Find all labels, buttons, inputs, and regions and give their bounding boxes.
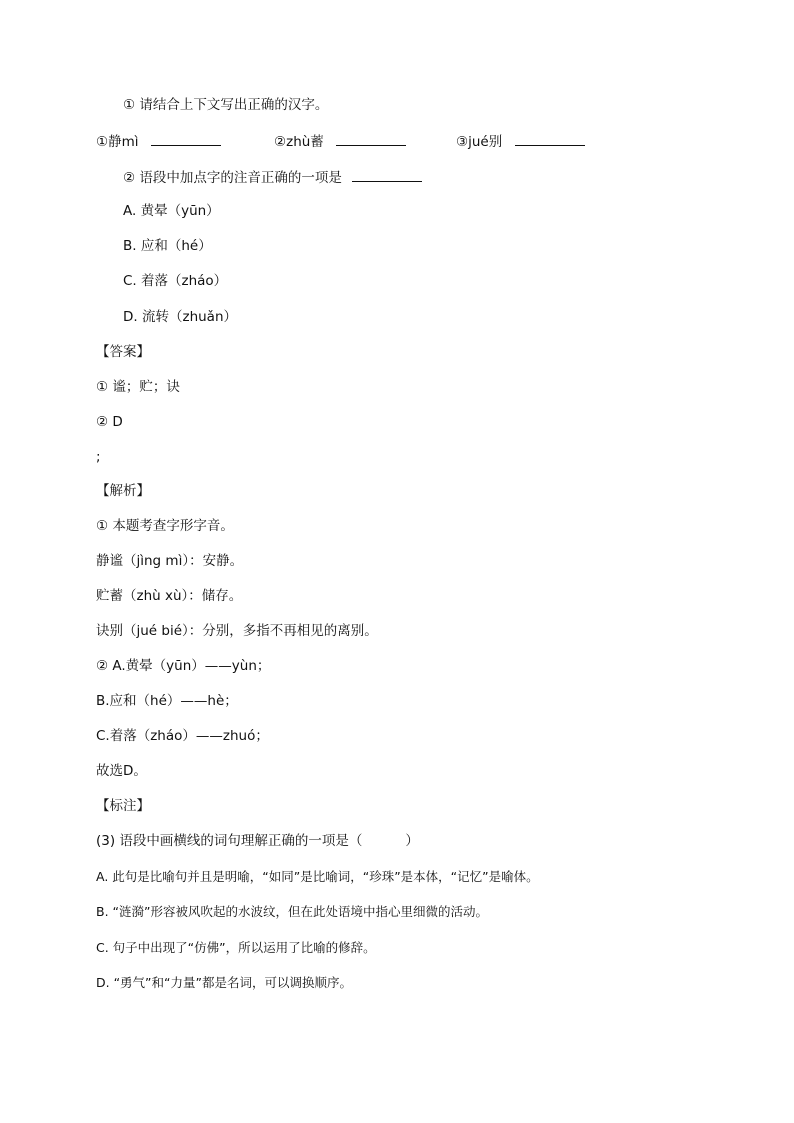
option-b: B. 应和（hé） bbox=[123, 238, 212, 254]
question-prompt-2-text: ② 语段中加点字的注音正确的一项是 bbox=[123, 170, 342, 186]
analysis-line: 故选D。 bbox=[96, 763, 147, 779]
answer-separator: ; bbox=[96, 449, 101, 465]
blank-line-1 bbox=[151, 131, 221, 146]
blank-line-3 bbox=[515, 131, 585, 146]
note-option-b: B. “涟漪”形容被风吹起的水波纹，但在此处语境中指心里细微的活动。 bbox=[96, 904, 488, 919]
analysis-line: ① 本题考查字形字音。 bbox=[96, 518, 234, 534]
analysis-line: C.着落（zháo）——zhuó； bbox=[96, 728, 269, 744]
answer-line-1: ① 谧；贮；诀 bbox=[96, 379, 180, 395]
answer-blank-line bbox=[352, 167, 422, 182]
option-d: D. 流转（zhuǎn） bbox=[123, 309, 238, 325]
question-prompt-1: ① 请结合上下文写出正确的汉字。 bbox=[123, 97, 329, 113]
analysis-heading: 【解析】 bbox=[96, 483, 150, 499]
fill-blank-1 bbox=[96, 131, 221, 151]
answer-heading: 【答案】 bbox=[96, 344, 150, 360]
blank-label-1: ①静mì bbox=[96, 134, 139, 150]
note-heading: 【标注】 bbox=[96, 798, 150, 814]
blank-label-3: ③jué别 bbox=[456, 134, 503, 150]
fill-blank-3 bbox=[456, 131, 585, 151]
analysis-line: 静谧（jìng mì）：安静。 bbox=[96, 553, 244, 569]
analysis-line: ② A.黄晕（yūn）——yùn； bbox=[96, 658, 271, 674]
analysis-line: 诀别（jué bié）：分别，多指不再相见的离别。 bbox=[96, 623, 378, 639]
note-question: (3) 语段中画横线的词句理解正确的一项是（ ） bbox=[96, 833, 419, 849]
option-c: C. 着落（zháo） bbox=[123, 273, 228, 289]
analysis-line: 贮蓄（zhù xù）：储存。 bbox=[96, 588, 243, 604]
analysis-line: B.应和（hé）——hè； bbox=[96, 693, 238, 709]
note-option-c: C. 句子中出现了“仿佛”，所以运用了比喻的修辞。 bbox=[96, 940, 376, 955]
blank-line-2 bbox=[336, 131, 406, 146]
question-prompt-2 bbox=[123, 167, 422, 187]
fill-blank-2 bbox=[274, 131, 406, 151]
blank-label-2: ②zhù蓄 bbox=[274, 134, 324, 150]
note-option-d: D. “勇气”和“力量”都是名词，可以调换顺序。 bbox=[96, 975, 352, 990]
note-option-a: A. 此句是比喻句并且是明喻，“如同”是比喻词，“珍珠”是本体，“记忆”是喻体。 bbox=[96, 869, 539, 884]
option-a: A. 黄晕（yūn） bbox=[123, 203, 220, 219]
answer-line-2: ② D bbox=[96, 414, 123, 430]
